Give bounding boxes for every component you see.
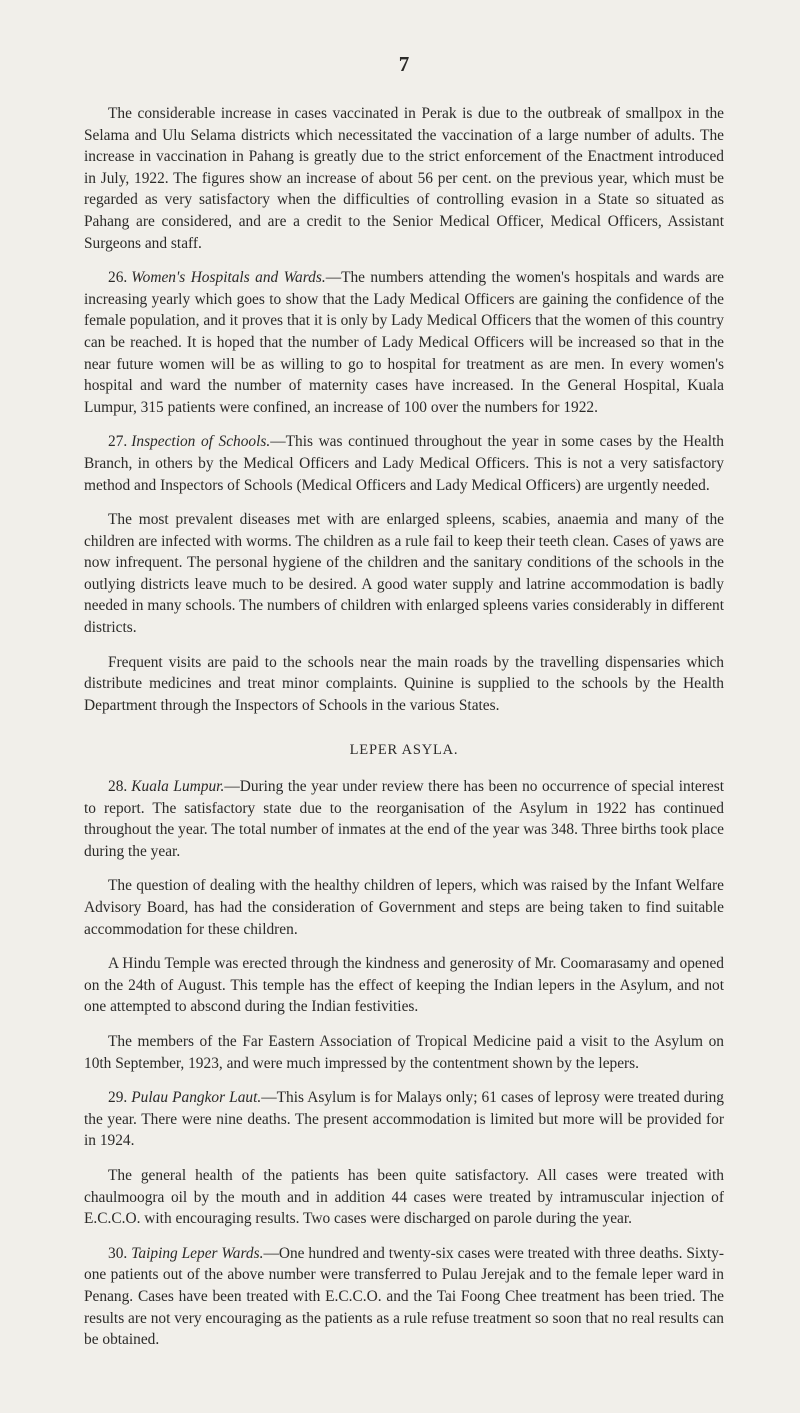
paragraph-text: Frequent visits are paid to the schools near the main roads by the travelling dispensaries which distribute medicines and treat minor complaints. Quinine is supplied to the schools by the Health Department through the Inspectors of Schools in the various States.	[84, 653, 724, 714]
paragraph-30-taiping-leper-wards	[84, 1243, 724, 1351]
section-heading-leper-asyla: LEPER ASYLA.	[349, 742, 459, 759]
paragraph-27-inspection-of-schools	[84, 431, 724, 496]
paragraph-26-womens-hospitals	[84, 267, 724, 418]
paragraph-text: —This was continued throughout the year in some cases by the Health Branch, in others by the Medical Officers and Lady Medical Officers. This is not a very satisfactory method and Inspectors of Schools (Medical Officers and Lady Medical Officers) are urgently needed.	[84, 433, 724, 494]
paragraph-heading: Inspection of Schools.	[131, 433, 271, 451]
paragraph-heading: Kuala Lumpur.	[131, 778, 225, 796]
paragraph-text: The general health of the patients has been quite satisfactory. All cases were treated with chaulmoogra oil by the mouth and in addition 44 cases were treated by intramuscular injection of E.C.C.O. with encouraging results. Two cases were discharged on parole during the year.	[84, 1166, 724, 1228]
paragraph-hindu-temple	[84, 953, 724, 1018]
paragraph-text: The considerable increase in cases vaccinated in Perak is due to the outbreak of smallpox in the Selama and Ulu Selama districts which necessitated the vaccination of a large number of adults. The increase in vaccination in Pahang is greatly due to the strict enforcement of the Enactment introduced in July, 1922. The figures show an increase of about 56 per cent. on the previous year, which must be regarded as very satisfactory when the difficulties of controlling evasion in a State so situated as Pahang are considered, and are a credit to the Senior Medical Officer, Medical Officers, Assistant Surgeons and staff.	[84, 105, 724, 252]
paragraph-school-diseases	[84, 509, 724, 639]
paragraph-general-health	[84, 1165, 724, 1230]
paragraph-29-pulau-pangkor-laut	[84, 1087, 724, 1152]
paragraph-text: —During the year under review there has been no occurrence of special interest to report. The satisfactory state due to the reorganisation of the Asylum in 1922 has continued throughout the year. The total number of inmates at the end of the year was 348. Three births took place during the year.	[84, 778, 724, 860]
page-number: 7	[398, 52, 410, 76]
paragraph-dispensary-visits	[84, 652, 724, 717]
paragraph-healthy-children	[84, 875, 724, 940]
paragraph-text: A Hindu Temple was erected through the kindness and generosity of Mr. Coomarasamy and opened on the 24th of August. This temple has the effect of keeping the Indian lepers in the Asylum, and not one attempted to abscond during the Indian festivities.	[84, 955, 724, 1016]
paragraph-28-kuala-lumpur	[84, 776, 724, 862]
paragraph-heading: Taiping Leper Wards.	[131, 1244, 264, 1262]
paragraph-association-visit	[84, 1031, 724, 1074]
paragraph-number: 27.	[108, 433, 128, 451]
paragraph-heading: Pulau Pangkor Laut.	[131, 1089, 262, 1107]
paragraph-heading: Women's Hospitals and Wards.	[131, 269, 326, 287]
paragraph-text: —The numbers attending the women's hospitals and wards are increasing yearly which goes to show that the Lady Medical Officers are gaining the confidence of the female population, and it proves that it is only by Lady Medical Officers that the women of this country can be reached. It is hoped that the number of Lady Medical Officers will be increased so that in the near future women will be as willing to go to hospital for treatment as are men. In every women's hospital and ward the number of maternity cases have increased. In the General Hospital, Kuala Lumpur, 315 patients were confined, an increase of 100 over the numbers for 1922.	[84, 269, 724, 416]
paragraph-number: 28.	[108, 778, 128, 796]
paragraph-text: —This Asylum is for Malays only; 61 cases of leprosy were treated during the year. There were nine deaths. The present accommodation is limited but more will be provided for in 1924.	[84, 1089, 724, 1150]
paragraph-text: —One hundred and twenty-six cases were treated with three deaths. Sixty-one patients out of the above number were transferred to Pulau Jerejak and to the female leper ward in Penang. Cases have been treated with E.C.C.O. and the Tai Foong Chee treatment has been tried. The results are not very encouraging as the patients as a rule refuse treatment so soon that no real results can be obtained.	[84, 1244, 724, 1349]
paragraph-number: 26.	[108, 269, 128, 287]
paragraph-text: The most prevalent diseases met with are enlarged spleens, scabies, anaemia and many of the children are infected with worms. The children as a rule fail to keep their teeth clean. Cases of yaws are now infrequent. The personal hygiene of the children and the sanitary conditions of the schools in the outlying districts leave much to be desired. A good water supply and latrine accommodation is badly needed in many schools. The numbers of children with enlarged spleens varies considerably in different districts.	[84, 511, 724, 637]
paragraph-number: 30.	[108, 1244, 128, 1262]
paragraph-vaccination	[84, 103, 724, 254]
paragraph-text: The members of the Far Eastern Association of Tropical Medicine paid a visit to the Asylum on 10th September, 1923, and were much impressed by the contentment shown by the lepers.	[84, 1032, 724, 1072]
paragraph-text: The question of dealing with the healthy children of lepers, which was raised by the Infant Welfare Advisory Board, has had the consideration of Government and steps are being taken to find suitable accommodation for these children.	[84, 877, 724, 938]
paragraph-number: 29.	[108, 1089, 128, 1107]
